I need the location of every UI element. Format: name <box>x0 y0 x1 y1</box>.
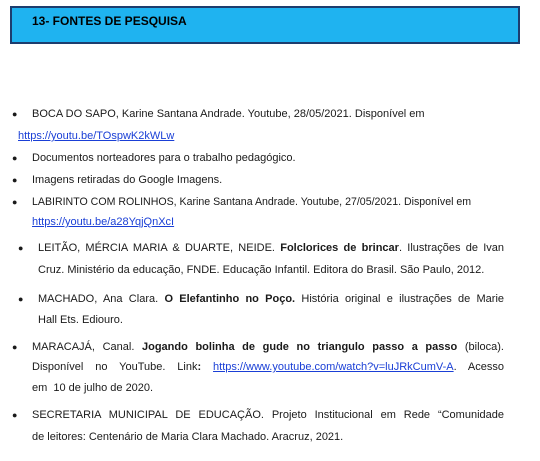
reference-link[interactable]: https://www.youtube.com/watch?v=luJRkCumV-A <box>213 361 454 373</box>
reference-link[interactable]: https://youtu.be/TOspwK2kWLw <box>18 130 175 142</box>
work-title: Jogando bolinha de gude no triangulo passo a passo <box>142 341 458 353</box>
reference-link[interactable]: https://youtu.be/a28YqjQnXcI <box>32 216 175 228</box>
bullet-icon: ● <box>12 109 18 119</box>
reference-text: Hall Ets. Ediouro. <box>38 314 123 326</box>
reference-text: Cruz. Ministério da educação, FNDE. Educação Infantil. Editora do Brasil. São Paulo, 2012. <box>38 264 485 276</box>
reference-text: em 10 de julho de 2020. <box>32 382 154 394</box>
section-title: 13- FONTES DE PESQUISA <box>32 14 187 28</box>
reference-text: Disponível no YouTube. Link: https://www.youtube.com/watch?v=luJRkCumV-A. Acesso <box>32 361 505 373</box>
reference-text: de leitores: Centenário de Maria Clara Machado. Aracruz, 2021. <box>32 431 344 443</box>
reference-text: MARACAJÁ, Canal. Jogando bolinha de gude no triangulo passo a passo (biloca). <box>32 341 504 353</box>
reference-text: LEITÃO, MÉRCIA MARIA & DUARTE, NEIDE. Folclorices de brincar. Ilustrações de Ivan <box>38 242 504 254</box>
reference-text: BOCA DO SAPO, Karine Santana Andrade. Youtube, 28/05/2021. Disponível em <box>32 108 425 120</box>
bullet-icon: ● <box>12 197 18 207</box>
work-title: Folclorices de brincar <box>280 242 399 254</box>
bullet-icon: ● <box>12 153 18 163</box>
bullet-icon: ● <box>18 294 24 304</box>
reference-text: SECRETARIA MUNICIPAL DE EDUCAÇÃO. Projeto Institucional em Rede “Comunidade <box>32 409 504 421</box>
reference-text: Documentos norteadores para o trabalho pedagógico. <box>32 152 296 164</box>
bullet-icon: ● <box>18 243 24 253</box>
reference-text: Imagens retiradas do Google Imagens. <box>32 174 223 186</box>
reference-text: MACHADO, Ana Clara. O Elefantinho no Poço. História original e ilustrações de Marie <box>38 293 505 305</box>
section-header <box>10 6 520 44</box>
bullet-icon: ● <box>12 342 18 352</box>
bullet-icon: ● <box>12 175 18 185</box>
bullet-icon: ● <box>12 410 18 420</box>
reference-text: LABIRINTO COM ROLINHOS, Karine Santana Andrade. Youtube, 27/05/2021. Disponível em <box>32 196 472 208</box>
work-title: O Elefantinho no Poço. <box>164 293 296 305</box>
